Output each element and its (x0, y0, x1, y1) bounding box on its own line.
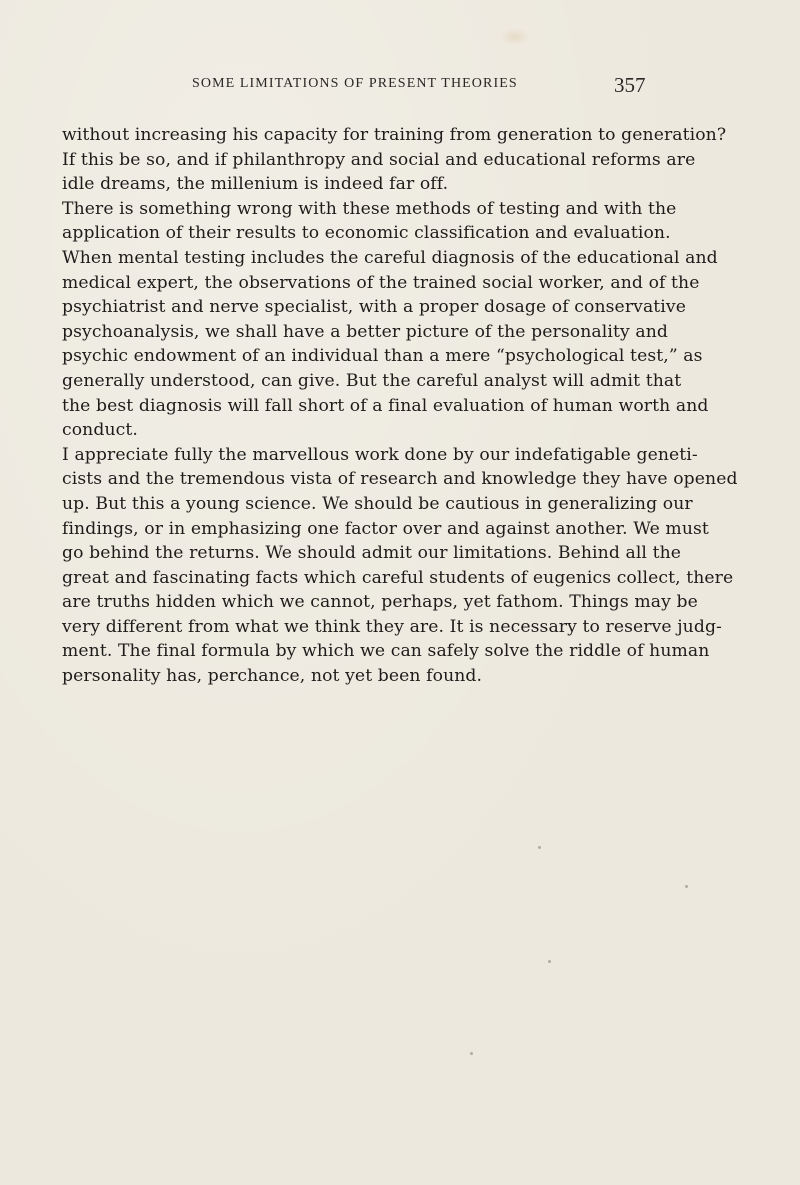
text-line: without increasing his capacity for training from generation to generation? (62, 125, 727, 145)
text-line: findings, or in emphasizing one factor over and against another. We must (62, 518, 709, 539)
text-line: When mental testing includes the careful diagnosis of the educational and (62, 247, 718, 268)
text-line: personality has, perchance, not yet been found. (62, 666, 483, 687)
running-title: SOME LIMITATIONS OF PRESENT THEORIES (192, 76, 518, 91)
text-line: psychiatrist and nerve specialist, with a proper dosage of conservative (62, 297, 686, 318)
page-number: 357 (614, 73, 646, 97)
text-line: the best diagnosis will fall short of a final evaluation of human worth and (62, 395, 709, 416)
text-line: conduct. (62, 420, 138, 441)
paper-speck (538, 846, 541, 849)
text-line: medical expert, the observations of the trained social worker, and of the (62, 272, 700, 293)
text-line: generally understood, can give. But the careful analyst will admit that (62, 370, 682, 391)
text-line: great and fascinating facts which careful students of eugenics collect, there (62, 567, 734, 588)
text-line: I appreciate fully the marvellous work done by our indefatigable geneti- (62, 444, 698, 465)
running-head (0, 73, 800, 98)
text-line: up. But this a young science. We should be cautious in generalizing our (62, 493, 693, 514)
page-stain (500, 28, 530, 46)
paper-speck (470, 1052, 473, 1055)
text-line: psychic endowment of an individual than a mere “psychological test,” as (62, 346, 703, 367)
text-line: go behind the returns. We should admit our limitations. Behind all the (62, 543, 682, 564)
text-line: There is something wrong with these methods of testing and with the (62, 198, 677, 219)
text-line: psychoanalysis, we shall have a better picture of the personality and (62, 321, 668, 342)
text-line: are truths hidden which we cannot, perhaps, yet fathom. Things may be (62, 592, 698, 613)
text-line: ment. The final formula by which we can safely solve the riddle of human (62, 641, 710, 662)
paper-speck (548, 960, 551, 963)
text-line: very different from what we think they are. It is necessary to reserve judg- (62, 616, 722, 637)
body-text (62, 123, 738, 689)
paper-speck (685, 885, 688, 888)
text-line: If this be so, and if philanthropy and social and educational reforms are (62, 149, 696, 170)
text-line: idle dreams, the millenium is indeed far off. (62, 174, 449, 195)
text-line: application of their results to economic classification and evaluation. (62, 223, 671, 244)
text-line: cists and the tremendous vista of research and knowledge they have opened (62, 469, 738, 490)
